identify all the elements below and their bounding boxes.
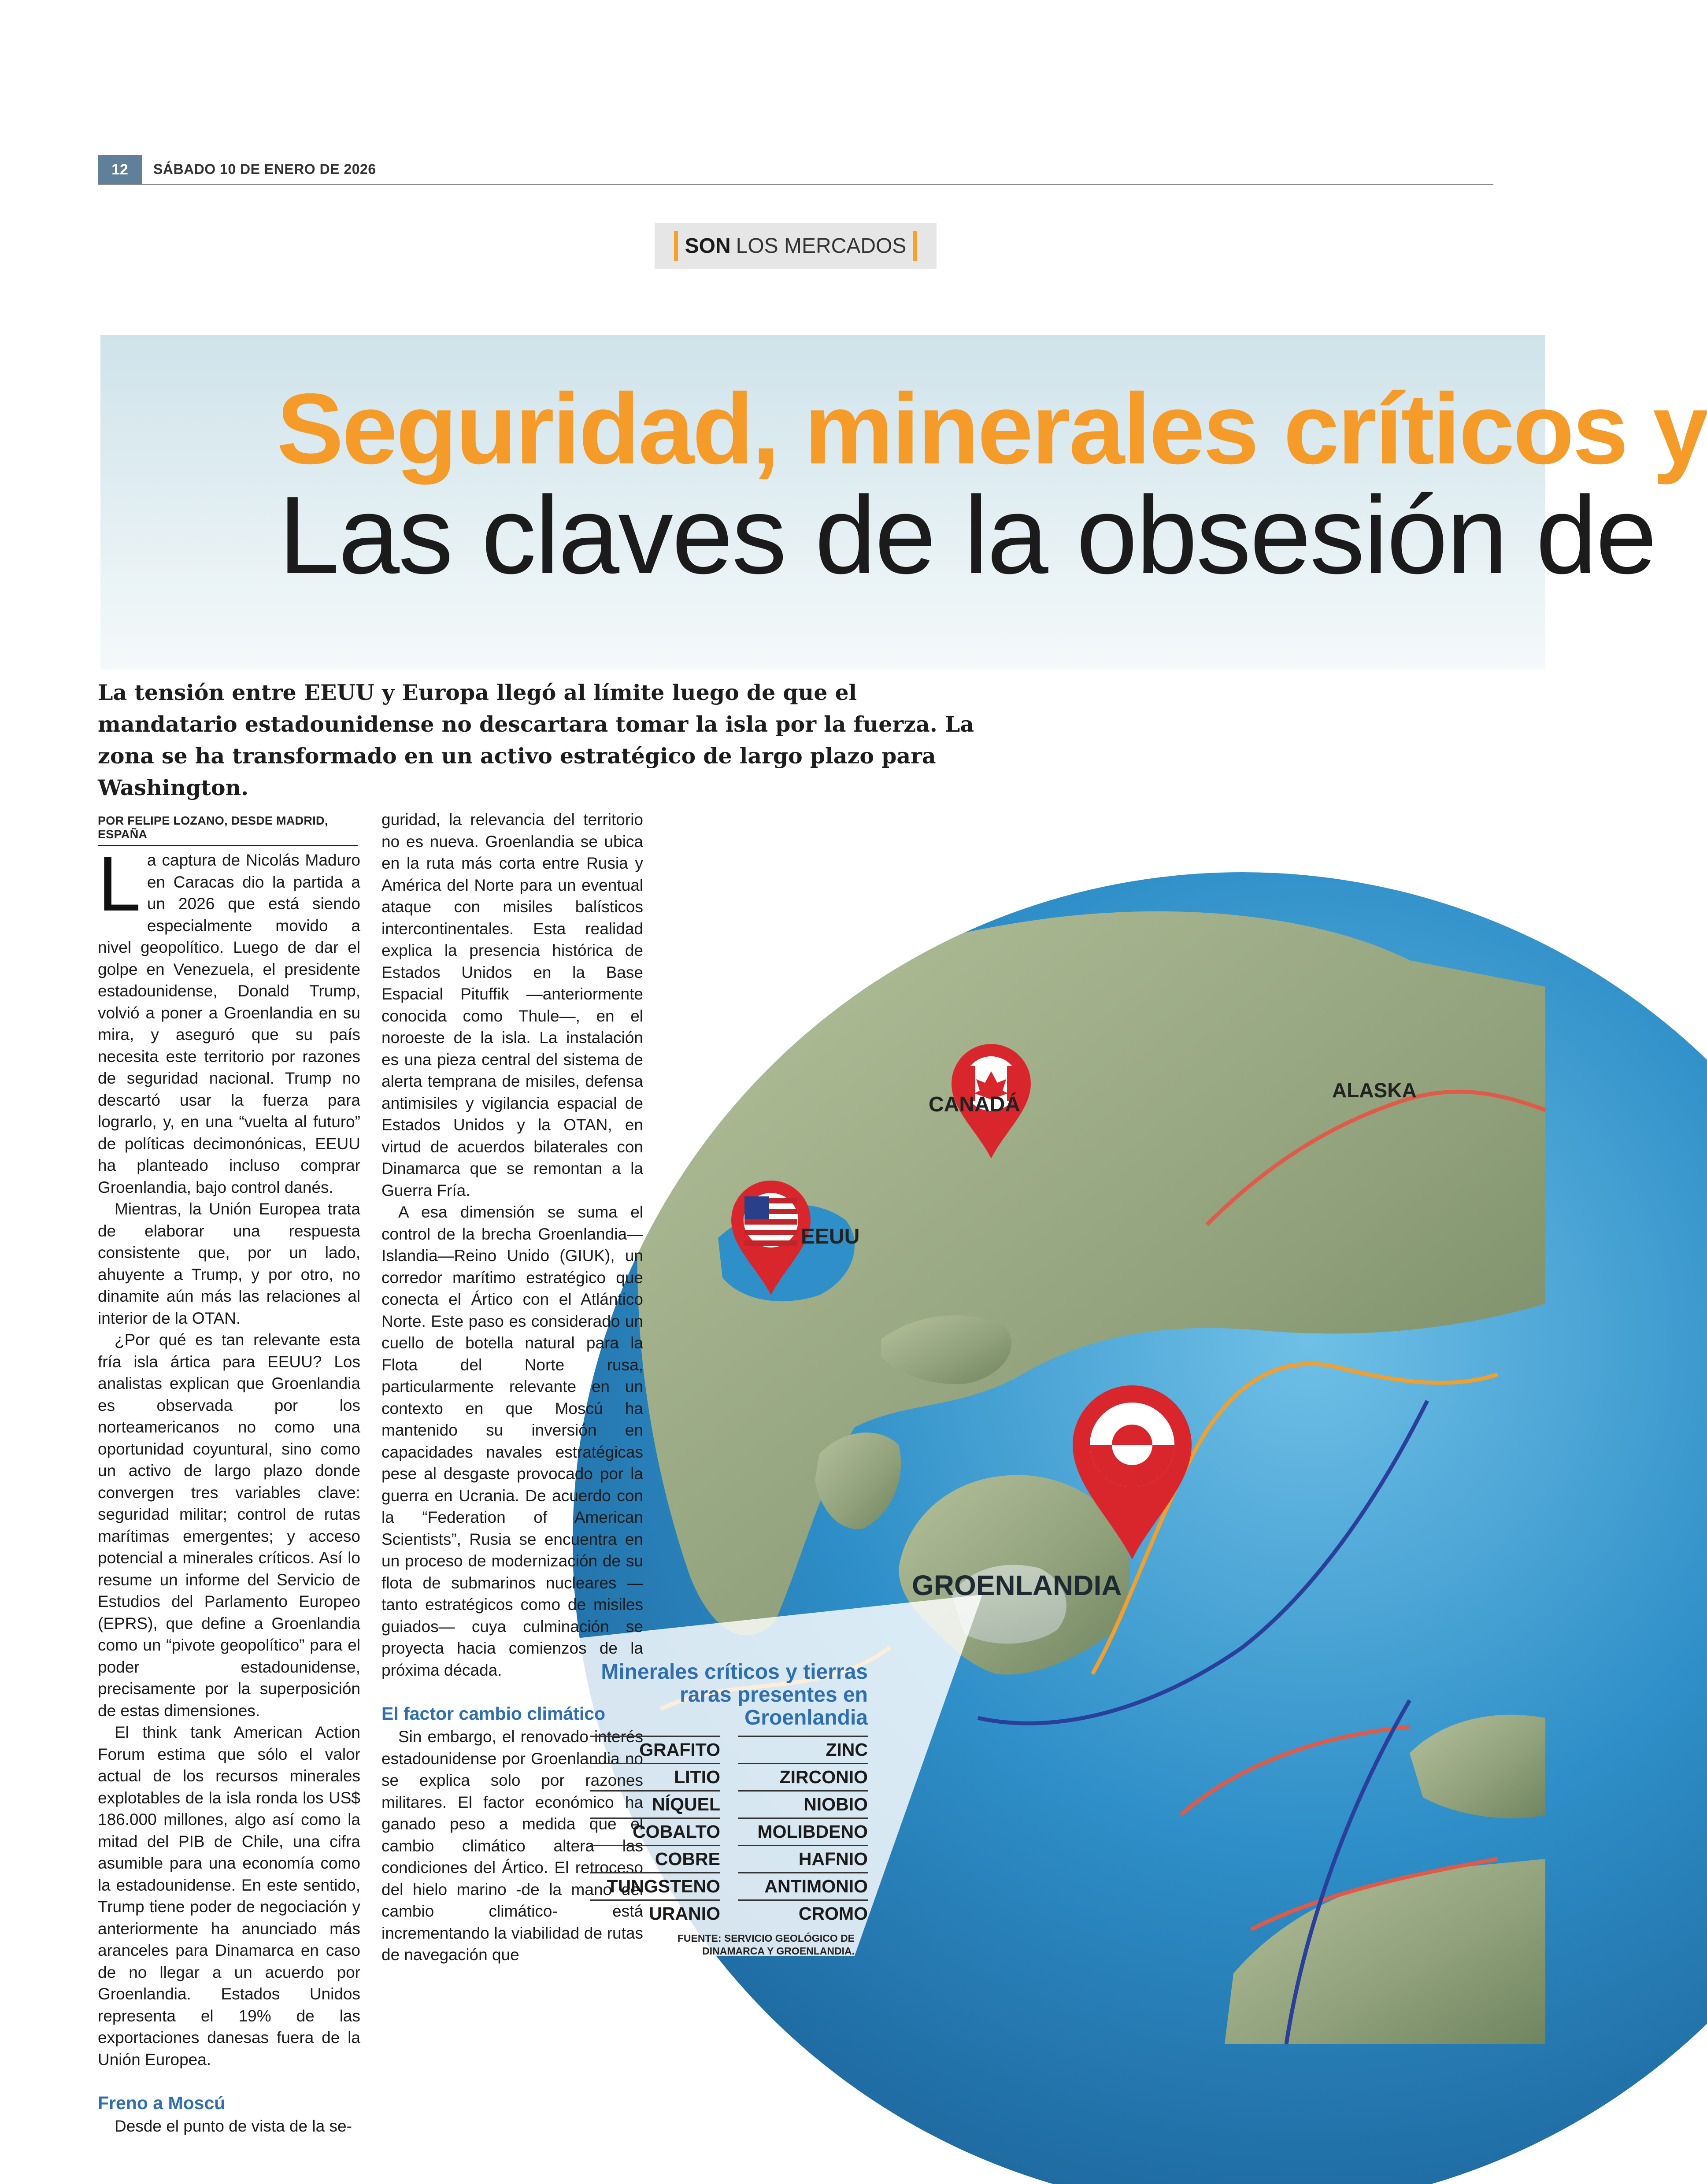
paragraph: A esa dimensión se suma el control de la brecha Groenlandia—Islandia—Reino Unido (GIUK), un corredor marítimo estratégico que conecta el Ártico con el Atlántico Norte. Este paso es considerado un cuello de botella natural para la Flota del Norte rusa, particularmente relevante en un contexto en que Moscú ha mantenido su inversión en capacidades navales estratégicas pese al desgaste provocado por la guerra en Ucrania. De acuerdo con la “Federation of American Scientists”, Rusia se encuentra en un proceso de modernización de su flota de submarinos nucleares —tanto estratégicos como de misiles guiados— cuya culminación se proyecta hacia comienzos de la próxima década. (381, 1203, 643, 1679)
minerals-row (590, 1845, 868, 1872)
folio-rule (98, 184, 1493, 185)
map-label-canada: CANADÁ (929, 1093, 1020, 1116)
minerals-table (590, 1736, 868, 1927)
paragraph: Sin embargo, el renovado interés estadounidense por Groenlandia no se explica solo por razones militares. El factor económico ha ganado peso a medida que el cambio climático altera las condiciones del Ártico. El retroceso del hielo marino -de la mano del cambio climático- está incrementando la viabilidad de rutas de navegación que (381, 1728, 643, 1964)
mineral: GRAFITO (590, 1736, 720, 1763)
byline: POR FELIPE LOZANO, DESDE MADRID, ESPAÑA (98, 814, 358, 846)
mineral: MOLIBDENO (738, 1818, 868, 1845)
minerals-row (590, 1763, 868, 1790)
mineral: ZIRCONIO (738, 1763, 868, 1790)
minerals-row (590, 1736, 868, 1763)
minerals-title: Minerales críticos y tierras raras presentes en Groenlandia (601, 1660, 868, 1729)
drop-cap: L (98, 841, 141, 927)
paragraph-text: a captura de Nicolás Maduro en Caracas dio la partida a un 2026 que está siendo especialmente movido a nivel geopolítico. Luego de dar el golpe en Venezuela, el presidente estadounidense, Donald Trump, volvió a poner a Groenlandia en su mira, y aseguró que su país necesita este territorio por razones de seguridad nacional. Trump no descartó usar la fuerza para lograrlo, y, en una “vuelta al futuro” de políticas decimonónicas, EEUU ha planteado incluso comprar Groenlandia, bajo control danés. (98, 851, 360, 1196)
headline-line-2: Las claves de la obsesión de (278, 474, 1656, 596)
paragraph: guridad, la relevancia del territorio no es nueva. Groenlandia se ubica en la ruta más corta entre Rusia y América del Norte para un eventual ataque con misiles balísticos intercontinentales. Esta realidad explica la presencia histórica de Estados Unidos en la Base Espacial Pituffik —anteriormente conocida como Thule—, en el noroeste de la isla. La instalación es una pieza central del sistema de alerta temprana de misiles, defensa antimisiles y vigilancia espacial de Estados Unidos y la OTAN, en virtud de acuerdos bilaterales con Dinamarca que se remontan a la Guerra Fría. (381, 811, 643, 1199)
map-label-eeuu: EEUU (801, 1225, 860, 1248)
subheading-clima: El factor cambio climático (381, 1703, 606, 1724)
paragraph: ¿Por qué es tan relevante esta fría isla ártica para EEUU? Los analistas explican que Groenlandia es observada por los norteamericanos no como una oportunidad coyuntural, sino como un activo de largo plazo donde convergen tres variables clave: seguridad militar; control de rutas marítimas emergentes; y acceso potencial a minerales críticos. Así lo resume un informe del Servicio de Estudios del Parlamento Europeo (EPRS), que define a Groenlandia como un “pivote geopolítico” para el poder estadounidense, precisamente por la superposición de estas dimensiones. (98, 1331, 360, 1720)
paragraph: Desde el punto de vista de la se- (115, 2117, 352, 2135)
headline-line-1: Seguridad, minerales críticos y (277, 373, 1707, 485)
subheading-freno: Freno a Moscú (98, 2093, 226, 2113)
minerals-row (590, 1790, 868, 1818)
badge-bar-left (674, 231, 678, 261)
issue-date: SÁBADO 10 DE ENERO DE 2026 (153, 161, 376, 177)
paragraph: Mientras, la Unión Europea trata de elaborar una respuesta consistente que, por un lado, ahuyente a Trump, y por otro, no dinamite aún más las relaciones al interior de la OTAN. (98, 1200, 360, 1327)
minerals-row (590, 1818, 868, 1845)
mineral: COBRE (590, 1845, 720, 1872)
article-column-1 (98, 841, 360, 2137)
standfirst: La tensión entre EEUU y Europa llegó al límite luego de que el mandatario estadounidense no descartara tomar la isla por la fuerza. La zona se ha transformado en un activo estratégico de largo plazo para Washington. (98, 680, 974, 800)
badge-bar-right (913, 231, 917, 261)
mineral: COBALTO (590, 1818, 720, 1845)
mineral: HAFNIO (738, 1845, 868, 1872)
minerals-row (590, 1899, 868, 1927)
mineral: NIOBIO (738, 1790, 868, 1818)
mineral: TUNGSTENO (590, 1872, 720, 1899)
map-label-alaska: ALASKA (1332, 1079, 1417, 1102)
mineral: ANTIMONIO (738, 1872, 868, 1899)
minerals-source: FUENTE: SERVICIO GEOLÓGICO DE DINAMARCA Y GROENLANDIA. (677, 1932, 855, 1957)
mineral: URANIO (590, 1899, 720, 1927)
map-label-greenland: GROENLANDIA (912, 1570, 1122, 1601)
paragraph (98, 841, 360, 1198)
mineral: LITIO (590, 1763, 720, 1790)
minerals-row (590, 1872, 868, 1899)
page-number: 12 (98, 155, 142, 184)
section-name: LOS MERCADOS (736, 234, 907, 258)
paragraph: El think tank American Action Forum estima que sólo el valor actual de los recursos minerales explotables de la isla ronda los US$ 186.000 millones, algo así como la mitad del PIB de Chile, una cifra asumible para una economía como la estadounidense. En este sentido, Trump tiene poder de negociación y anteriormente ha anunciado más aranceles para Dinamarca en caso de no llegar a un acuerdo por Groenlandia. Estados Unidos representa el 19% de las exportaciones danesas fuera de la Unión Europea. (98, 1723, 360, 2069)
mineral: CROMO (738, 1899, 868, 1927)
section-name-strong: SON (685, 234, 731, 258)
section-badge (655, 223, 937, 269)
mineral: NÍQUEL (590, 1790, 720, 1818)
mineral: ZINC (738, 1736, 868, 1763)
